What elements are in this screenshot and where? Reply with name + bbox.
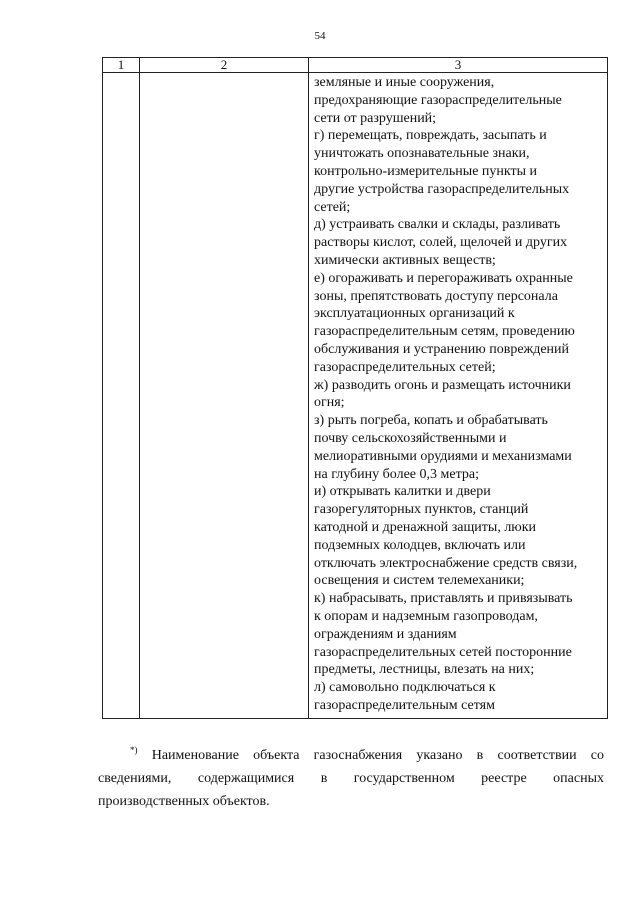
column-header-3: 3 (309, 58, 608, 73)
table-text-line: газораспределительным сетям (314, 697, 495, 713)
table-text-line: эксплуатационных организаций к (314, 306, 515, 322)
column-header-2: 2 (140, 58, 309, 73)
footnote (98, 739, 604, 813)
table-text-line: зоны, препятствовать доступу персонала (314, 288, 558, 304)
document-table (102, 57, 608, 719)
footnote-text-1: Наименование объекта газоснабжения указано в соответствии со (151, 748, 604, 763)
table-cell-col2 (140, 73, 309, 719)
table-text-line: газораспределительных сетей посторонние (314, 644, 572, 660)
table-text-line: освещения и систем телемеханики; (314, 573, 525, 589)
table-text-line: земляные и иные сооружения, (314, 75, 495, 90)
table-text-line: к опорам и надземным газопроводам, (314, 608, 538, 624)
table-text-line: л) самовольно подключаться к (314, 680, 496, 696)
table-row (103, 73, 608, 719)
prohibitions-text (309, 73, 607, 715)
footnote-line-2: сведениями, содержащимися в государственном реестре опасных (98, 771, 604, 786)
table-text-line: огня; (314, 395, 345, 411)
table-text-line: отключать электроснабжение средств связи, (314, 555, 578, 571)
table-text-line: катодной и дренажной защиты, люки (314, 519, 537, 535)
table-text-line: обслуживания и устранению повреждений (314, 341, 570, 357)
table-text-line: д) устраивать свалки и склады, разливать (314, 217, 561, 233)
table-text-line: химически активных веществ; (314, 252, 496, 268)
table-cell-col3 (309, 73, 608, 719)
table-text-line: подземных колодцев, включать или (314, 537, 526, 553)
table-text-line: ограждениям и зданиям (314, 626, 457, 642)
table-text-line: почву сельскохозяйственными и (314, 430, 507, 446)
table-text-line: газораспределительным сетям, проведению (314, 324, 575, 340)
table-text-line: контрольно-измерительные пункты и (314, 163, 538, 179)
table-text-line: к) набрасывать, приставлять и привязывать (314, 591, 573, 607)
column-header-1: 1 (103, 58, 140, 73)
table-text-line: растворы кислот, солей, щелочей и других (314, 235, 568, 251)
table-text-line: и) открывать калитки и двери (314, 484, 491, 500)
table-text-line: сетей; (314, 199, 351, 215)
table-text-line: предметы, лестницы, влезать на них; (314, 662, 535, 678)
table-text-line: газорегуляторных пунктов, станций (314, 502, 529, 518)
table-text-line: ж) разводить огонь и размещать источники (314, 377, 571, 393)
table-text-line: газораспределительных сетей; (314, 359, 496, 375)
table-text-line: уничтожать опознавательные знаки, (314, 146, 530, 162)
table-text-line: на глубину более 0,3 метра; (314, 466, 479, 482)
table-text-line: другие устройства газораспределительных (314, 181, 570, 197)
footnote-line-3: производственных объектов. (98, 794, 270, 809)
table-text-line: предохраняющие газораспределительные (314, 92, 562, 108)
table-cell-col1 (103, 73, 140, 719)
table-text-line: г) перемещать, повреждать, засыпать и (314, 128, 547, 144)
footnote-marker: *) (130, 745, 138, 755)
page-number: 54 (314, 30, 326, 42)
table-text-line: з) рыть погреба, копать и обрабатывать (314, 413, 548, 429)
footnote-line-1 (98, 739, 604, 767)
table-text-line: мелиоративными орудиями и механизмами (314, 448, 572, 464)
table-text-line: е) огораживать и перегораживать охранные (314, 270, 573, 286)
table-text-line: сети от разрушений; (314, 110, 437, 126)
table-header-row (103, 58, 608, 73)
